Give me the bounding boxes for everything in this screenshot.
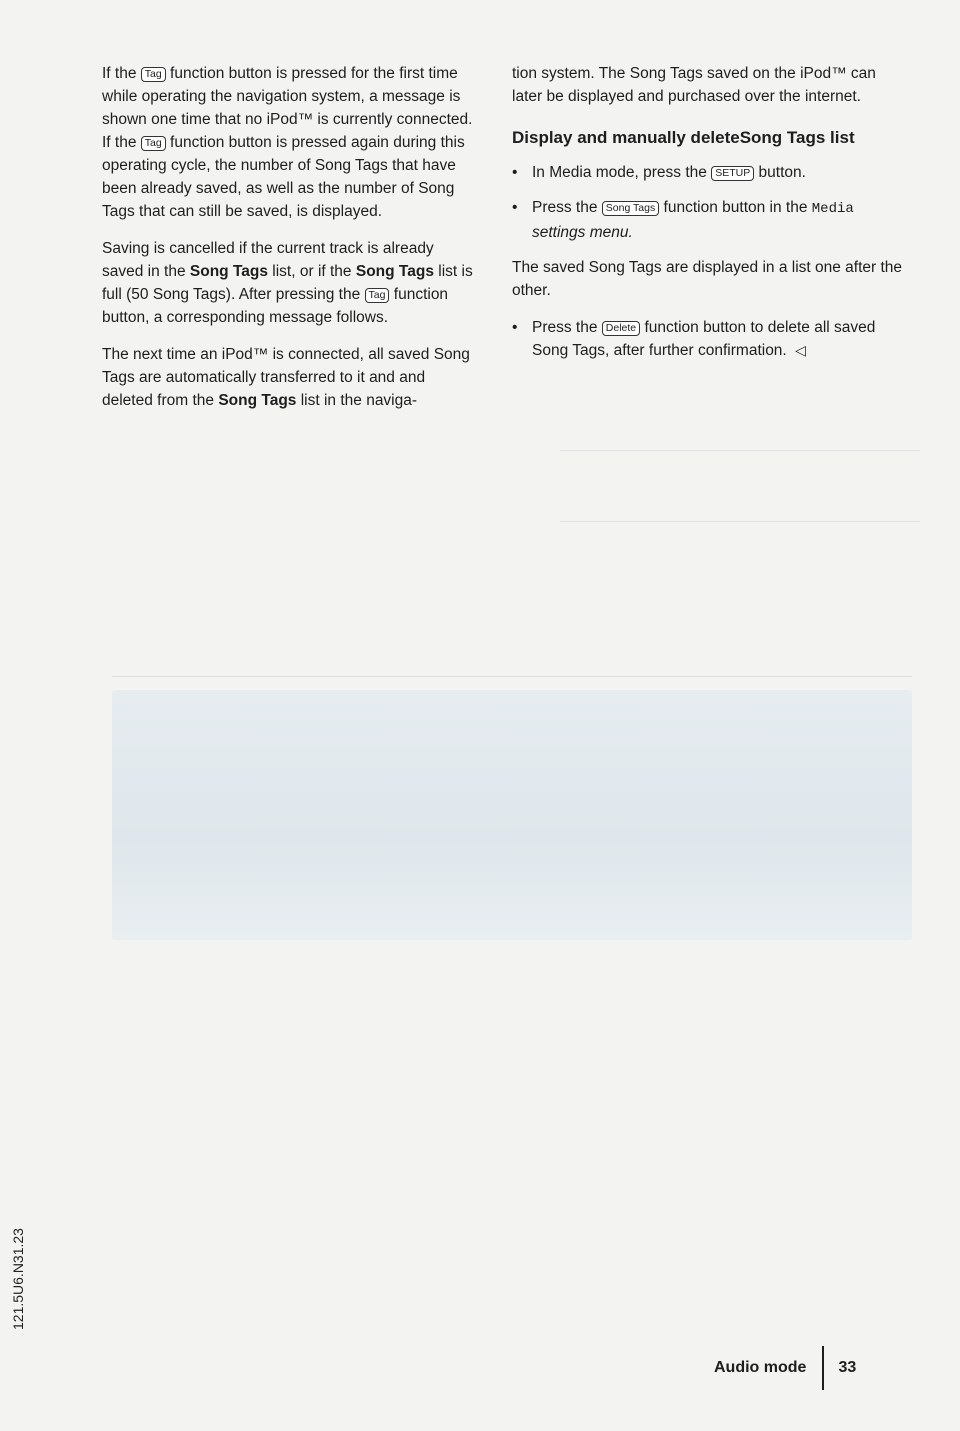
list-item bbox=[512, 316, 904, 362]
song-tags-term: Song Tags bbox=[355, 263, 434, 280]
document-code: 121.5U6.N31.23 bbox=[10, 1228, 26, 1330]
paragraph-transfer bbox=[102, 343, 474, 412]
song-tags-term: Song Tags bbox=[218, 392, 297, 409]
text: function button is pressed for the first time while operating the navigation system, a message is shown one time that no iPod™ is currently connected. If the bbox=[102, 65, 473, 151]
text: Saving is cancelled if the current track is already saved in the bbox=[102, 240, 434, 280]
list-item bbox=[512, 161, 904, 184]
song-tags-term: Song Tags bbox=[189, 263, 268, 280]
text: function button is pressed again during this operating cycle, the number of Song Tags that have been already saved, as well as the number of Song Tags that can still be saved, is displayed. bbox=[102, 134, 465, 220]
paragraph-continued: tion system. The Song Tags saved on the iPod™ can later be displayed and purchased over the internet. bbox=[512, 65, 876, 105]
show-through-photo bbox=[112, 690, 912, 940]
text: function button in the bbox=[663, 199, 808, 216]
end-marker-icon: ◁ bbox=[795, 342, 806, 358]
text: list is full (50 Song Tags). After pressing the bbox=[102, 263, 473, 303]
text: settings menu. bbox=[532, 224, 633, 241]
page-footer bbox=[714, 1346, 856, 1390]
page-number: 33 bbox=[838, 1359, 857, 1376]
text: Press the bbox=[532, 199, 598, 216]
footer-divider bbox=[822, 1346, 824, 1390]
section-heading: Display and manually deleteSong Tags list bbox=[512, 128, 855, 147]
footer-section: Audio mode bbox=[714, 1359, 807, 1376]
text: function button to delete all saved Song Tags, after further confirmation. bbox=[532, 319, 876, 359]
text: The next time an iPod™ is connected, all saved Song Tags are automatically transferred to it and and deleted from the bbox=[102, 346, 470, 409]
tag-key: Tag bbox=[365, 288, 390, 303]
text: function button, a corresponding message follows. bbox=[102, 286, 449, 326]
text: In Media mode, press the bbox=[532, 164, 707, 181]
text: Press the bbox=[532, 319, 598, 336]
delete-key: Delete bbox=[602, 321, 640, 336]
text: If the bbox=[102, 65, 137, 82]
media-menu-term: Media bbox=[811, 201, 854, 217]
show-through-rule bbox=[112, 676, 912, 677]
list-item bbox=[512, 196, 904, 244]
right-column bbox=[512, 62, 904, 374]
paragraph-tag-function bbox=[102, 62, 474, 223]
text: button. bbox=[758, 164, 806, 181]
show-through-text bbox=[560, 440, 920, 562]
song-tags-key: Song Tags bbox=[602, 201, 659, 216]
setup-key: SETUP bbox=[711, 166, 754, 181]
paragraph-list-display: The saved Song Tags are displayed in a list one after the other. bbox=[512, 259, 903, 299]
tag-key: Tag bbox=[141, 67, 166, 82]
left-column bbox=[102, 62, 474, 426]
text: list, or if the bbox=[272, 263, 352, 280]
paragraph-saving-cancelled bbox=[102, 237, 474, 329]
text: list in the naviga- bbox=[300, 392, 418, 409]
tag-key: Tag bbox=[141, 136, 166, 151]
